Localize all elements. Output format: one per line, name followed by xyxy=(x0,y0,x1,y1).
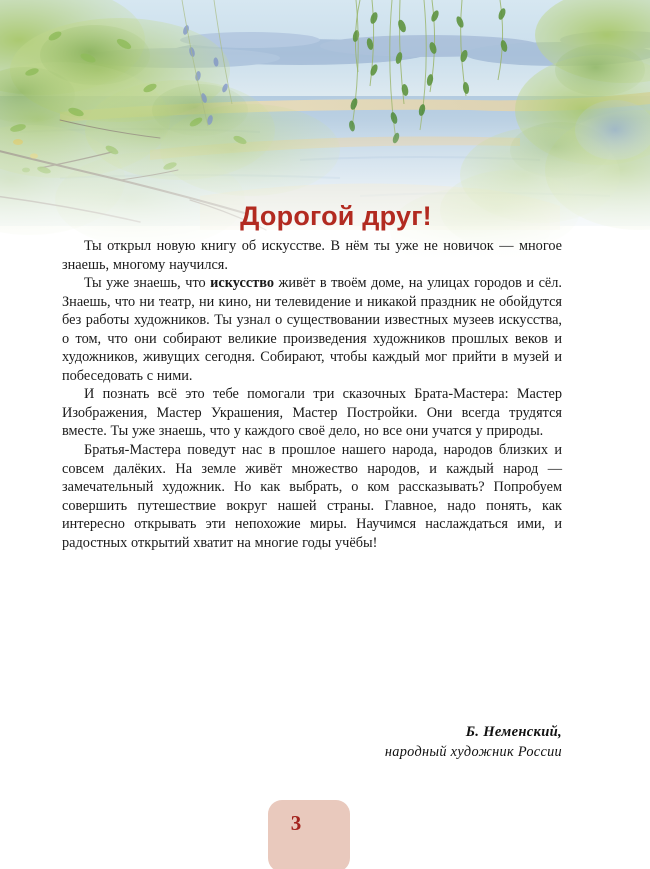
paragraph-1: Ты открыл новую книгу об искусстве. В нём ты уже не новичок — многое знаешь, многому научился. xyxy=(62,238,562,273)
signature-block xyxy=(62,722,562,762)
signature-role: народный художник России xyxy=(384,744,562,760)
paragraph-2: Ты уже знаешь, что искусство живёт в твоём доме, на улицах городов и сёл. Знаешь, что ни театр, ни кино, ни телевидение и никакой праздник не обойдутся без работы художников. Ты узнал о существовании известных музеев искусства, о том, что они собирают великие произведения художников прошлых веков и художников, живущих сегодня. Собирают, чтобы каждый мог прийти в музей и побеседовать с ними. xyxy=(62,275,562,384)
paragraph-4: Братья-Мастера поведут нас в прошлое нашего народа, народов близких и совсем далёких. На земле живёт множество народов, и каждый народ — замечательный художник. Но как выбрать, о ком рассказывать? Попробуем совершить путешествие вокруг нашей страны. Главное, надо понять, как интересно открывать эти непохожие миры. Научимся наслаждаться ими, и радостных открытий хватит на многие годы учёбы! xyxy=(62,442,562,551)
signature-name: Б. Неменский, xyxy=(465,724,562,740)
emphasised-term: искусство xyxy=(210,275,274,292)
page-title xyxy=(0,201,650,232)
page-number-badge xyxy=(268,800,350,869)
page-title-text: Дорогой друг! xyxy=(240,201,432,232)
page-number: 3 xyxy=(290,811,302,835)
paragraph-3: И познать всё это тебе помогали три сказочных Брата-Мастера: Мастер Изображения, Мастер Украшения, Мастер Постройки. Они всегда трудятся вместе. Ты уже знаешь, что у каждого своё дело, но все они учатся у природы. xyxy=(62,386,562,440)
letter-body xyxy=(62,237,562,552)
